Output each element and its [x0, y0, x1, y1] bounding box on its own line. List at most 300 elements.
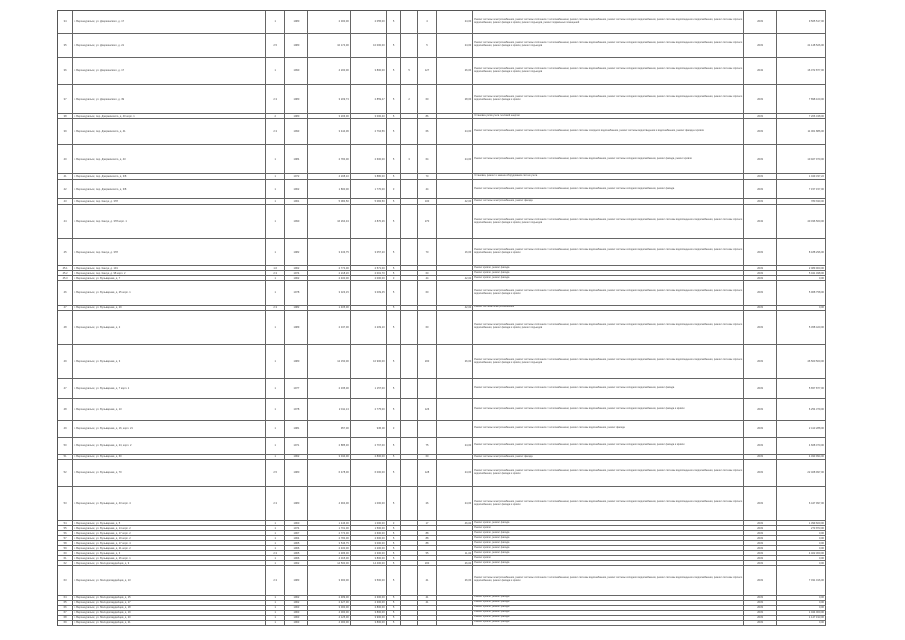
cell-fl: 5 [386, 541, 401, 546]
cell-ry: 2033 [744, 546, 777, 551]
cell-larea: 2 000,00 [350, 276, 386, 281]
cell-year: 1972 [285, 174, 308, 180]
cell-no: 60 [58, 551, 73, 556]
cell-cost: 5 657 877,00 [776, 379, 825, 399]
cell-res: 17 [417, 521, 437, 526]
cell-fl: 5 [386, 615, 401, 620]
cell-no: 43 [58, 198, 73, 204]
cell-mat: 2.5 [265, 460, 285, 487]
cell-work: Ремонт кровли, ремонт фасада [473, 605, 744, 610]
cell-mat: 2.3 [265, 566, 285, 595]
table-row [58, 620, 826, 625]
cell-cost: 22 408 997,00 [776, 460, 825, 487]
cell-addr: г. Верхнеуральск, ул. Бульварная, д. 3 [73, 551, 266, 556]
cell-fl: 5 [386, 239, 401, 266]
cell-ry: 2033 [744, 420, 777, 437]
cell-cost: 0,00 [776, 561, 825, 566]
cell-year: 1964 [285, 536, 308, 541]
cell-addr: г. Верхнеуральск, ул. Бульварная, д. 17 корп. 4 [73, 541, 266, 546]
cell-no: 40 [58, 145, 73, 174]
cell-addr: г. Верхнеуральск, ул. Бульварная, д. 2 [73, 310, 266, 344]
table-row [58, 180, 826, 198]
cell-res: 88 [417, 541, 437, 546]
cell-work: Ремонт кровли, ремонт фасада [473, 541, 744, 546]
cell-addr: г. Верхнеуральск, пер. Кашук, д. 98 корп. 2 [73, 271, 266, 276]
cell-area: 957,00 [308, 420, 350, 437]
cell-work: Ремонт кровли, ремонт фасада [473, 620, 744, 625]
cell-ry: 2033 [744, 541, 777, 546]
cell-no: 45.3 [58, 276, 73, 281]
cell-mat: 1 [265, 145, 285, 174]
cell-cost: 7 206 438,00 [776, 114, 825, 119]
cell-mat: 1 [265, 398, 285, 420]
cell-fl: 5 [386, 526, 401, 531]
cell-ry: 2033 [744, 276, 777, 281]
cell-year: 1963 [285, 620, 308, 625]
cell-larea: 1 000,00 [350, 521, 386, 526]
cell-year: 1984 [285, 145, 308, 174]
cell-no: 54 [58, 521, 73, 526]
cell-no: 61 [58, 556, 73, 561]
table-row [58, 486, 826, 520]
cell-addr: г. Верхнеуральск, ул. Бульварная, д. 29 [73, 305, 266, 310]
cell-work: Ремонт системы электроснабжения, ремонт системы отопления с теплоснабжением, ремонт системы водоснабжения, ремонт системы холодного водоснабжения, ремонт системы водоотведения и водоснабжения, ремонт системы горячего водоснабжения, ремонт фасада и кровли, ремонт подъездов [473, 204, 744, 238]
cell-no: 53 [58, 486, 73, 520]
cell-no: 58 [58, 541, 73, 546]
cell-price: 26,00 [437, 566, 473, 595]
cell-ry: 2033 [744, 556, 777, 561]
cell-ry: 2033 [744, 11, 777, 33]
cell-ry: 2033 [744, 114, 777, 119]
cell-larea: 10 900,00 [350, 344, 386, 378]
cell-cost: 0,00 [776, 276, 825, 281]
cell-cost: 11 001 886,00 [776, 119, 825, 145]
cell-price: 28,00 [437, 84, 473, 113]
cell-price [437, 310, 473, 344]
cell-fl: 5 [386, 561, 401, 566]
cell-fl: 5 [386, 546, 401, 551]
cell-ry: 2033 [744, 566, 777, 595]
cell-area: 2 335,00 [308, 379, 350, 399]
cell-pod [401, 281, 417, 305]
cell-work: Ремонт системы электроснабжения, ремонт системы отопления с теплоснабжением, ремонт системы водоснабжения, ремонт системы холодного водоснабжения, ремонт системы водоотведения и водоснабжения, ремонт системы горячего водоснабжения, ремонт фасада и кровли, ремонт подъездов [473, 344, 744, 378]
cell-area: 2 774,00 [308, 531, 350, 536]
cell-fl: 5 [386, 556, 401, 561]
cell-ry: 2033 [744, 344, 777, 378]
cell-ry: 2033 [744, 239, 777, 266]
cell-res: 70 [417, 239, 437, 266]
cell-mat: 1 [265, 556, 285, 561]
cell-cost: 41 148 526,00 [776, 33, 825, 57]
cell-area: 2 784,00 [308, 145, 350, 174]
cell-fl: 5 [386, 398, 401, 420]
cell-pod: 2 [401, 84, 417, 113]
cell-price: 24,00 [437, 11, 473, 33]
cell-res: 70 [417, 174, 437, 180]
cell-larea: 4 870,26 [350, 204, 386, 238]
cell-price: 11,00 [437, 551, 473, 556]
cell-ry: 2033 [744, 595, 777, 600]
cell-cost: 5 968 758,00 [776, 281, 825, 305]
cell-ry: 2033 [744, 536, 777, 541]
cell-addr: г. Верхнеуральск, ул. Бульварная, д. 21 корп. 2 [73, 546, 266, 551]
cell-mat: 1 [265, 600, 285, 605]
cell-area: 2 774,00 [308, 266, 350, 271]
cell-larea: 2 775,00 [350, 398, 386, 420]
cell-mat: 1 [265, 11, 285, 33]
cell-cost: 2 413 288,00 [776, 420, 825, 437]
table-row [58, 58, 826, 85]
cell-year: 1961 [285, 198, 308, 204]
cell-no: 56 [58, 531, 73, 536]
cell-ry: 2033 [744, 460, 777, 487]
cell-res: 100 [417, 198, 437, 204]
cell-fl: 5 [386, 271, 401, 276]
cell-pod [401, 180, 417, 198]
table-row [58, 145, 826, 174]
cell-work: Ремонт кровли, ремонт фасада [473, 521, 744, 526]
cell-larea: 3 900,00 [350, 615, 386, 620]
cell-year: 1963 [285, 605, 308, 610]
cell-cost: 0,00 [776, 531, 825, 536]
cell-price: 26,00 [437, 561, 473, 566]
cell-addr: г. Верхнеуральск, ул. Молодогвардейцев, д. 9 [73, 561, 266, 566]
cell-mat: 1 [265, 174, 285, 180]
cell-larea: 2 764,56 [350, 119, 386, 145]
cell-no: 62 [58, 561, 73, 566]
cell-work: Ремонт системы электроснабжения, ремонт системы отопления с теплоснабжением, ремонт системы водоснабжения, ремонт системы холодного водоснабжения, ремонт системы водоотведения и водоснабжения, ремонт системы горячего водоснабжения, ремонт фасада и кровли, ремонт подъездов [473, 58, 744, 85]
cell-work: Ремонт системы электроснабжения, ремонт системы отопления с теплоснабжением, ремонт системы водоснабжения, ремонт фасада [473, 420, 744, 437]
cell-mat: 1 [265, 437, 285, 454]
cell-year: 1977 [285, 379, 308, 399]
cell-price [437, 379, 473, 399]
cell-no: 37 [58, 84, 73, 113]
cell-addr: г. Верхнеуральск, ул. Бульварная, д. 24, корп. 2 [73, 437, 266, 454]
cell-price: 24,00 [437, 460, 473, 487]
cell-cost: 1 049 337,22 [776, 174, 825, 180]
cell-mat: 1 [265, 536, 285, 541]
cell-larea: 3 880,00 [350, 174, 386, 180]
cell-area: 10 174,00 [308, 33, 350, 57]
cell-year: 1966 [285, 556, 308, 561]
cell-mat: 2.3 [265, 486, 285, 520]
cell-year: 1980 [285, 460, 308, 487]
cell-year: 1980 [285, 114, 308, 119]
cell-year: 1989 [285, 310, 308, 344]
cell-res: 26 [417, 486, 437, 520]
cell-fl: 5 [386, 620, 401, 625]
cell-addr: г. Верхнеуральск, ул. Бульварная, д. 7 [73, 276, 266, 281]
cell-work: Ремонт кровли, ремонт фасада [473, 546, 744, 551]
cell-area: 4 015,00 [308, 556, 350, 561]
cell-area: 4 000,00 [308, 620, 350, 625]
cell-mat: 1 [265, 541, 285, 546]
cell-cost: 8 188 296,00 [776, 239, 825, 266]
cell-work: Ремонт системы электроснабжения, ремонт системы отопления с теплоснабжением, ремонт системы водоснабжения, ремонт системы холодного водоснабжения, ремонт системы водоотведения и водоснабжения, ремонт системы горячего водоснабжения, ремонт фасада и кровли [473, 460, 744, 487]
cell-cost: 0,00 [776, 605, 825, 610]
cell-larea: 1 157,00 [350, 379, 386, 399]
cell-work: Ремонт кровли, ремонт фасада [473, 266, 744, 271]
cell-larea: 2 300,00 [350, 595, 386, 600]
cell-year: 1962 [285, 561, 308, 566]
cell-cost: 46 500 500,00 [776, 344, 825, 378]
cell-larea: 2 800,00 [350, 455, 386, 460]
cell-ry: 2033 [744, 379, 777, 399]
cell-cost: 7 157 157,00 [776, 180, 825, 198]
cell-cost: 0,00 [776, 595, 825, 600]
cell-mat: 1 [265, 531, 285, 536]
cell-larea: 2 300,00 [350, 600, 386, 605]
cell-price: 16,00 [437, 239, 473, 266]
cell-pod [401, 33, 417, 57]
cell-year: 1962 [285, 595, 308, 600]
cell-work: Ремонт системы электроснабжения, ремонт системы отопления с теплоснабжением, ремонт системы водоснабжения, ремонт системы холодного водоснабжения, ремонт фасада и кровли [473, 398, 744, 420]
cell-larea: 14 400,00 [350, 561, 386, 566]
cell-fl: 5 [386, 600, 401, 605]
cell-pod [401, 460, 417, 487]
cell-year: 1982 [285, 305, 308, 310]
cell-larea: 3 800,00 [350, 610, 386, 615]
cell-no: 55 [58, 526, 73, 531]
cell-pod [401, 620, 417, 625]
cell-no: 51 [58, 455, 73, 460]
cell-year: 1990 [285, 204, 308, 238]
cell-larea: 1 500,00 [350, 526, 386, 531]
cell-pod [401, 11, 417, 33]
cell-larea: 2 200,00 [350, 546, 386, 551]
spreadsheet-page [57, 10, 826, 626]
cell-area: 2 486,00 [308, 551, 350, 556]
cell-cost: 1 044 000,00 [776, 610, 825, 615]
cell-year: 1974 [285, 526, 308, 531]
cell-area: 6 478,00 [308, 460, 350, 487]
cell-work: Ремонт системы электроснабжения, ремонт системы отопления с теплоснабжением, ремонт системы водоснабжения, ремонт системы холодного водоснабжения, ремонт фасада [473, 180, 744, 198]
table-row [58, 84, 826, 113]
cell-area: 4 000,00 [308, 610, 350, 615]
cell-fl: 3 [386, 180, 401, 198]
cell-work: Ремонт кровли, ремонт фасада [473, 610, 744, 615]
cell-cost: 1 399 600,00 [776, 521, 825, 526]
cell-addr: г. Верхнеуральск, ул. Бульварная, д. 17 корп. 2 [73, 531, 266, 536]
cell-area: 4 125,00 [308, 615, 350, 620]
cell-ry: 2033 [744, 33, 777, 57]
cell-no: 52 [58, 460, 73, 487]
cell-ry: 2033 [744, 271, 777, 276]
cell-fl: 5 [386, 33, 401, 57]
cell-area: 1 701,00 [308, 526, 350, 531]
cell-larea: 2 859,47 [350, 84, 386, 113]
cell-no: 63 [58, 566, 73, 595]
cell-res: 86 [417, 114, 437, 119]
cell-mat: 1 [265, 620, 285, 625]
cell-cost: 0,00 [776, 305, 825, 310]
cell-mat: 1 [265, 605, 285, 610]
cell-cost: 6 447 997,00 [776, 486, 825, 520]
cell-year: 1962 [285, 276, 308, 281]
cell-mat: 1 [265, 58, 285, 85]
cell-no: 64 [58, 595, 73, 600]
cell-pod [401, 204, 417, 238]
cell-fl: 5 [386, 114, 401, 119]
cell-ry: 2033 [744, 531, 777, 536]
cell-larea: 2 055,00 [350, 11, 386, 33]
cell-res [417, 379, 437, 399]
cell-year: 1962 [285, 266, 308, 271]
cell-addr: г. Верхнеуральск, ул. Молодогвардейцев, д. 20 [73, 615, 266, 620]
cell-area: 14 500,00 [308, 561, 350, 566]
cell-no: 48 [58, 398, 73, 420]
cell-area: 2 427,00 [308, 600, 350, 605]
cell-year: 1978 [285, 398, 308, 420]
cell-ry: 2033 [744, 145, 777, 174]
cell-addr: г. Верхнеуральск, ул. Молодогвардейцев, д. 18 [73, 605, 266, 610]
cell-addr: г. Верхнеуральск, ул. Дзержинского, д. 39 [73, 84, 266, 113]
cell-larea: 3 500,00 [350, 566, 386, 595]
cell-price [437, 180, 473, 198]
cell-res: 66 [417, 119, 437, 145]
cell-area: 1 800,00 [308, 180, 350, 198]
cell-year: 1980 [285, 11, 308, 33]
table-row [58, 281, 826, 305]
cell-res: 55 [417, 551, 437, 556]
cell-larea: 945,00 [350, 420, 386, 437]
cell-mat: 2.3 [265, 551, 285, 556]
cell-price: 24,00 [437, 119, 473, 145]
cell-addr: г. Верхнеуральск, ул. Бульварная, д. 3 [73, 344, 266, 378]
cell-res: 44 [417, 276, 437, 281]
cell-price: 42,00 [437, 276, 473, 281]
cell-addr: г. Верхнеуральск, ул. Бульварная, д. 5 [73, 521, 266, 526]
cell-price: 46,00 [437, 521, 473, 526]
cell-addr: г. Верхнеуральск, ул. Бульварная, д. 70 [73, 460, 266, 487]
cell-cost: 5 041 498,00 [776, 271, 825, 276]
cell-area: 5 084,50 [308, 198, 350, 204]
cell-larea: 3 800,00 [350, 58, 386, 85]
cell-res: 41 [417, 595, 437, 600]
cell-mat: 2.3 [265, 271, 285, 276]
cell-mat: 2.3 [265, 84, 285, 113]
cell-area: 2 911,13 [308, 398, 350, 420]
cell-addr: г. Верхнеуральск, ул. Бульварная, д. 26 корп. 1 [73, 556, 266, 561]
cell-area: 3 546,75 [308, 541, 350, 546]
cell-addr: г. Верхнеуральск, ул. Дзержинского, д. 17 [73, 11, 266, 33]
cell-mat: 1 [265, 561, 285, 566]
cell-work: Ремонт системы электроснабжения, ремонт системы отопления с теплоснабжением, ремонт системы водоснабжения, ремонт системы холодного водоснабжения, ремонт системы водоотведения и водоснабжения, ремонт системы горячего водоснабжения, ремонт фасада и кровли [473, 486, 744, 520]
cell-larea: 3 000,40 [350, 114, 386, 119]
cell-addr: г. Верхнеуральск, ул. Бульварная, д. 19 корп. 2 [73, 536, 266, 541]
cell-year: 1983 [285, 566, 308, 595]
cell-larea: 2 600,00 [350, 536, 386, 541]
cell-mat: 1 [265, 546, 285, 551]
cell-ry: 2033 [744, 174, 777, 180]
cell-res: 60 [417, 310, 437, 344]
cell-year: 1980 [285, 344, 308, 378]
cell-res: 88 [417, 531, 437, 536]
cell-addr: г. Верхнеуральск, пер. Дзержинского, д. 3/8 [73, 174, 266, 180]
cell-no: 41 [58, 174, 73, 180]
cell-area: 1 405,00 [308, 305, 350, 310]
cell-cost: 10 927 970,00 [776, 145, 825, 174]
cell-year: 1962 [285, 600, 308, 605]
cell-no: 45.2 [58, 271, 73, 276]
cell-cost: 0,00 [776, 600, 825, 605]
cell-addr: г. Верхнеуральск, пер. Дзержинского, д. 43 [73, 145, 266, 174]
cell-ry: 2033 [744, 620, 777, 625]
cell-larea: 1 770,00 [350, 180, 386, 198]
cell-fl: 5 [386, 536, 401, 541]
cell-area: 3 000,00 [308, 605, 350, 610]
cell-no: 38 [58, 114, 73, 119]
cell-ry: 2033 [744, 615, 777, 620]
table-row [58, 310, 826, 344]
cell-larea: 2 600,00 [350, 145, 386, 174]
cell-fl: 5 [386, 344, 401, 378]
cell-cost: 5 458 420,00 [776, 310, 825, 344]
cell-ry: 2033 [744, 610, 777, 615]
cell-fl: 5 [386, 204, 401, 238]
cell-ry: 2033 [744, 455, 777, 460]
cell-fl: 5 [386, 486, 401, 520]
cell-mat: 1.6 [265, 266, 285, 271]
cell-mat: 1 [265, 455, 285, 460]
cell-mat: 1 [265, 344, 285, 378]
cell-work: Ремонт кровли, ремонт фасада [473, 561, 744, 566]
cell-cost: 0,00 [776, 620, 825, 625]
cell-addr: г. Верхнеуральск, пер. Кашук, д. 378 корп. 1 [73, 204, 266, 238]
table-row [58, 344, 826, 378]
cell-fl: 5 [386, 145, 401, 174]
cell-cost: 0,00 [776, 556, 825, 561]
housing-repair-table [58, 11, 826, 626]
cell-res: 60 [417, 271, 437, 276]
cell-ry: 2033 [744, 605, 777, 610]
cell-addr: г. Верхнеуральск, пер. Кашук, д. 378 [73, 239, 266, 266]
cell-larea: 2 209,10 [350, 310, 386, 344]
cell-no: 44 [58, 204, 73, 238]
cell-ry: 2033 [744, 398, 777, 420]
cell-res: 128 [417, 460, 437, 487]
cell-mat: 1 [265, 610, 285, 615]
cell-work: Установка узлов учета тепловой энергии [473, 114, 744, 119]
cell-mat: 2.5 [265, 33, 285, 57]
cell-addr: г. Верхнеуральск, ул. Бульварная, д. 16, корп. 21 [73, 420, 266, 437]
cell-larea: 2 001,70 [350, 271, 386, 276]
cell-price: 42,00 [437, 198, 473, 204]
cell-fl: 5 [386, 566, 401, 595]
cell-addr: г. Верхнеуральск, ул. Молодогвардейцев, д. 17 [73, 600, 266, 605]
cell-addr: г. Верхнеуральск, ул. Бульварная, д. 25 корп. 1 [73, 281, 266, 305]
cell-larea: 1 000,00 [350, 486, 386, 520]
cell-fl: 3 [386, 521, 401, 526]
cell-cost: 4 493 994,00 [776, 455, 825, 460]
cell-fl: 5 [386, 11, 401, 33]
cell-res: 270 [417, 204, 437, 238]
cell-cost: 7 898 100,00 [776, 84, 825, 113]
cell-area: 3 444,06 [308, 119, 350, 145]
cell-area: 2 400,00 [308, 276, 350, 281]
cell-year: 1962 [285, 455, 308, 460]
cell-addr: г. Верхнеуральск, ул. Бульварная, д. 43 корп. 4 [73, 486, 266, 520]
cell-res: 75 [417, 437, 437, 454]
cell-mat: 1 [265, 276, 285, 281]
cell-price [437, 398, 473, 420]
cell-addr: г. Верхнеуральск, пер. Кашук, д. 101 [73, 266, 266, 271]
cell-addr: г. Верхнеуральск, пер. Дзержинского, д. 40 корп. 1 [73, 114, 266, 119]
cell-mat: 1 [265, 281, 285, 305]
cell-work: Ремонт системы электроснабжения, ремонт системы отопления с теплоснабжением, ремонт системы водоснабжения, ремонт системы холодного водоснабжения, ремонт фасада [473, 379, 744, 399]
cell-area: 3 206,00 [308, 114, 350, 119]
table-row [58, 566, 826, 595]
